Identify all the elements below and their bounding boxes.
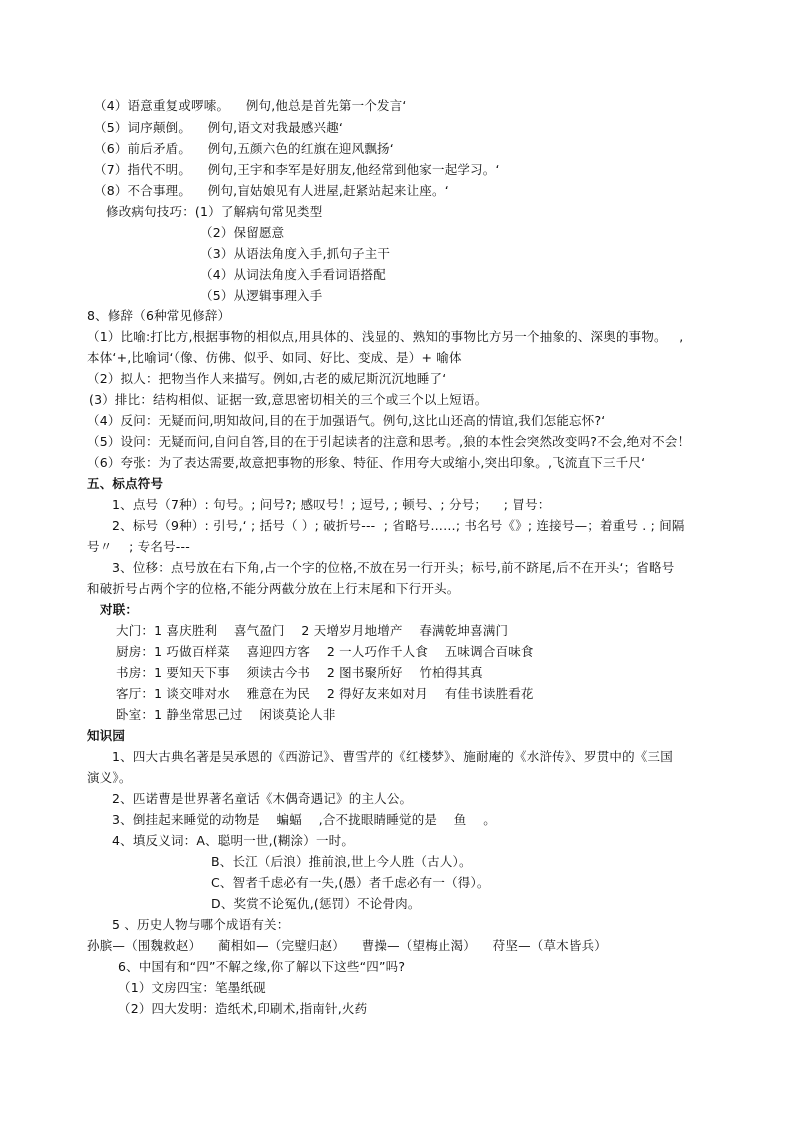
text-line: （4）语意重复或啰嗦。 例句,他总是首先第一个发言‘ — [94, 98, 407, 113]
text-line: D、奖赏不论冤仇,(惩罚）不论骨肉。 — [211, 896, 421, 911]
text-line: 和破折号占两个字的位格,不能分两截分放在上行末尾和下行开头。 — [87, 581, 460, 596]
text-line: （2）四大发明：造纸术,印刷术,指南针,火药 — [118, 1001, 368, 1016]
text-line: （2）拟人：把物当作人来描写。例如,古老的威尼斯沉沉地睡了‘ — [87, 371, 447, 386]
text-line: （5）从逻辑事理入手 — [200, 288, 323, 303]
text-line: （8）不合事理。 例句,盲姑娘见有人进屋,赶紧站起来让座。‘ — [94, 183, 449, 198]
text-line: 2、匹诺曹是世界著名童话《木偶奇遇记》的主人公。 — [112, 791, 413, 806]
section-heading: 8、修辞（6种常见修辞） — [87, 308, 231, 323]
text-line: （5）设问：无疑而问,自问自答,目的在于引起读者的注意和思考。,狼的本性会突然改变吗?不会,绝对不会！ — [87, 434, 691, 449]
text-line: C、智者千虑必有一失,(愚）者千虑必有一（得）。 — [211, 875, 490, 890]
text-line: B、长江（后浪）推前浪,世上今人胜（古人）。 — [211, 854, 472, 869]
text-line: 3、倒挂起来睡觉的动物是 蝙蝠 ,合不拢眼睛睡觉的是 鱼 。 — [112, 812, 496, 827]
text-line: 3、位移：点号放在右下角,占一个字的位格,不放在另一行开头；标号,前不跻尾,后不在开头‘；省略号 — [112, 560, 675, 575]
text-line: （1）比喻:打比方,根据事物的相似点,用具体的、浅显的、熟知的事物比方另一个抽象的、深奥的事物。 , — [87, 329, 684, 344]
text-line: 本体‘+,比喻词‘（像、仿佛、似乎、如同、好比、变成、是）+ 喻体 — [87, 350, 462, 365]
text-line: 1、四大古典名著是吴承恩的《西游记》、曹雪芹的《红楼梦》、施耐庵的《水浒传》、罗贯中的《三国 — [112, 749, 673, 764]
text-line: 大门：1 喜庆胜利 喜气盈门 2 天增岁月地增产 春满乾坤喜满门 — [116, 623, 509, 638]
text-line: 演义》。 — [87, 770, 132, 785]
text-line: 书房：1 要知天下事 须读古今书 2 图书聚所好 竹柏得其真 — [116, 665, 483, 680]
text-line: 2、标号（9种）: 引号,‘ ; 括号（ ）; 破折号--- ; 省略号……; 书名号《》; 连接号—；着重号 . ; 间隔 — [112, 518, 685, 533]
text-line: 6、中国有和“四”不解之缘,你了解以下这些“四”吗? — [118, 959, 406, 974]
text-line: （6）夸张：为了表达需要,故意把事物的形象、特征、作用夸大或缩小,突出印象。,飞流直下三千尺‘ — [87, 455, 646, 470]
section-heading: 对联： — [100, 602, 139, 617]
text-line: （4）反问：无疑而问,明知故问,目的在于加强语气。例句,这比山还高的情谊,我们怎能忘怀?‘ — [87, 413, 606, 428]
text-line: （1）文房四宝：笔墨纸砚 — [118, 980, 266, 995]
text-line: 4、填反义词：A、聪明一世,(糊涂）一时。 — [112, 833, 355, 848]
text-line: 修改病句技巧：(1）了解病句常见类型 — [106, 204, 323, 219]
text-line: 厨房：1 巧做百样菜 喜迎四方客 2 一人巧作千人食 五味调合百味食 — [116, 644, 534, 659]
text-line: 号〃 ; 专名号--- — [87, 539, 190, 554]
text-line: 孙膑—（围魏救赵） 蔺相如—（完璧归赵） 曹操—（望梅止渴） 苻坚—（草木皆兵） — [87, 938, 607, 953]
text-line: （6）前后矛盾。 例句,五颜六色的红旗在迎风飘扬‘ — [94, 141, 394, 156]
section-heading: 知识园 — [87, 728, 126, 743]
text-line: （7）指代不明。 例句,王宇和李军是好朋友,他经常到他家一起学习。‘ — [94, 162, 500, 177]
text-line: 1、点号（7种）: 句号。; 问号?; 感叹号！; 逗号, ; 顿号、; 分号； ; 冒号： — [112, 497, 551, 512]
text-line: 卧室：1 静坐常思己过 闲谈莫论人非 — [116, 707, 336, 722]
text-line: 5 、历史人物与哪个成语有关： — [112, 917, 290, 932]
text-line: 客厅：1 谈交啡对水 雅意在为民 2 得好友来如对月 有佳书读胜看花 — [116, 686, 534, 701]
text-line: （2）保留愿意 — [200, 225, 285, 240]
text-line: （3）从语法角度入手,抓句子主干 — [200, 246, 391, 261]
text-line: （5）词序颠倒。 例句,语文对我最感兴趣‘ — [94, 120, 344, 135]
text-line: （4）从词法角度入手看词语搭配 — [200, 267, 386, 282]
text-line: (3）排比：结构相似、证据一致,意思密切相关的三个或三个以上短语。 — [89, 392, 488, 407]
section-heading: 五、标点符号 — [87, 476, 164, 491]
